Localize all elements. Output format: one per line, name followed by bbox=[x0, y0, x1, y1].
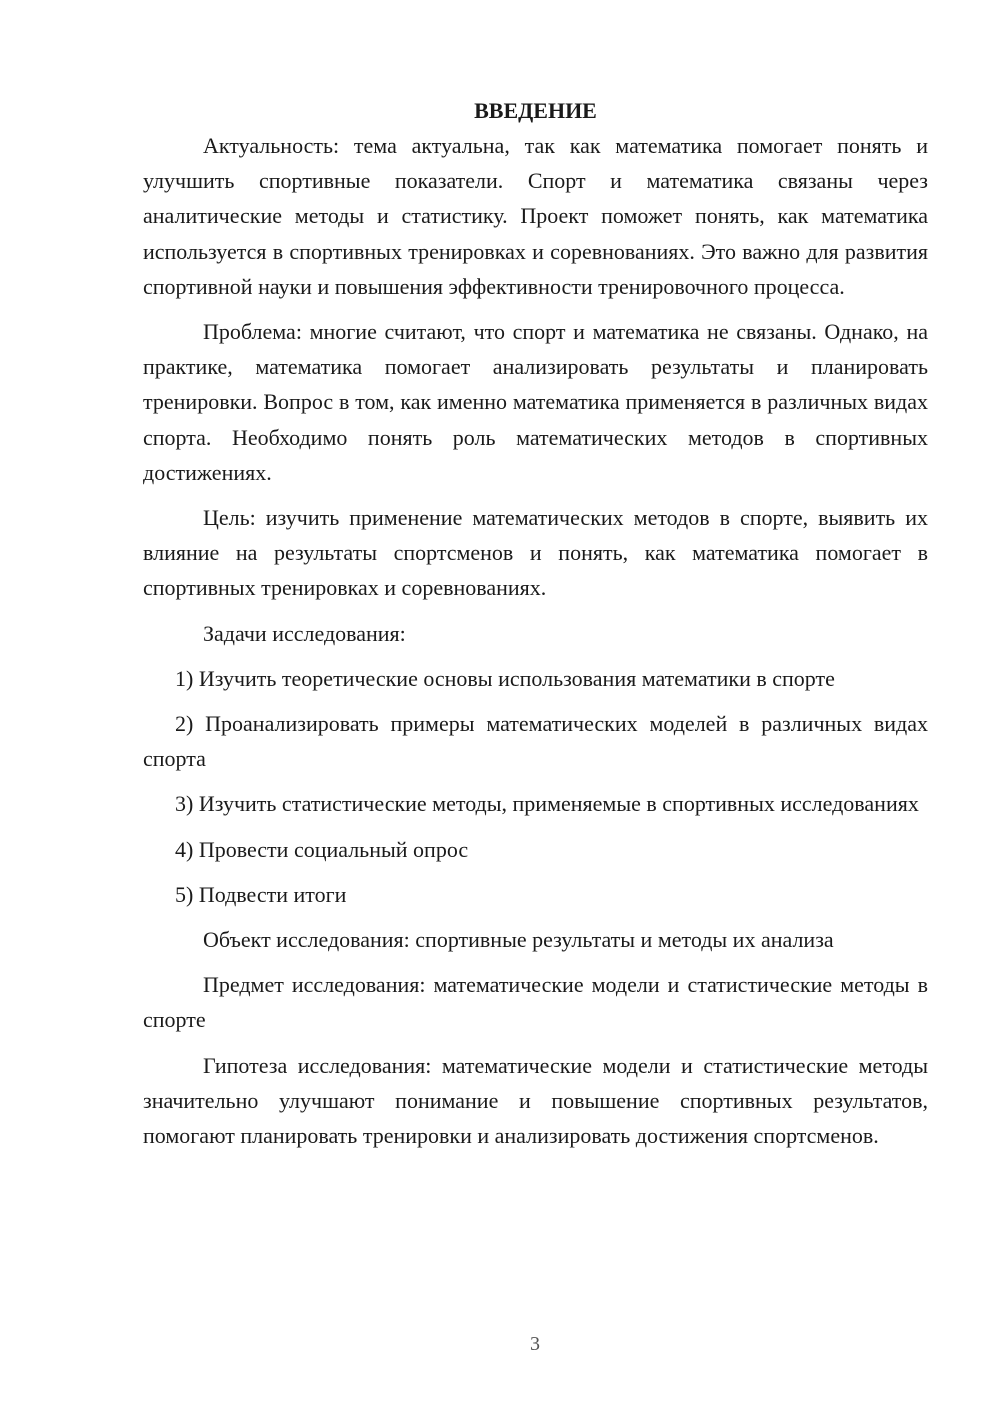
object-paragraph: Объект исследования: спортивные результаты и методы их анализа bbox=[203, 927, 834, 953]
relevance-paragraph: Актуальность: тема актуальна, так как математика помогает понять и улучшить спортивные показатели. Спорт и математика связаны через аналитические методы и статистику. Проект поможет понять, как математика используется в спортивных тренировках и соревнованиях. Это важно для развития спортивной науки и повышения эффективности тренировочного процесса. bbox=[143, 133, 928, 299]
document-page bbox=[143, 93, 928, 1163]
subject-paragraph: Предмет исследования: математические модели и статистические методы в спорте bbox=[143, 972, 928, 1033]
task-item-3: 3) Изучить статистические методы, применяемые в спортивных исследованиях bbox=[175, 791, 919, 817]
section-title: ВВЕДЕНИЕ bbox=[474, 98, 597, 123]
task-item-2: 2) Проанализировать примеры математических моделей в различных видах спорта bbox=[143, 711, 928, 772]
tasks-heading: Задачи исследования: bbox=[203, 620, 406, 646]
problem-paragraph: Проблема: многие считают, что спорт и математика не связаны. Однако, на практике, математика помогает анализировать результаты и планировать тренировки. Вопрос в том, как именно математика применяется в различных видах спорта. Необходимо понять роль математических методов в спортивных достижениях. bbox=[143, 319, 928, 485]
task-item-5: 5) Подвести итоги bbox=[175, 881, 347, 907]
hypothesis-paragraph: Гипотеза исследования: математические модели и статистические методы значительно улучшают понимание и повышение спортивных результатов, помогают планировать тренировки и анализировать достижения спортсменов. bbox=[143, 1052, 928, 1149]
goal-paragraph: Цель: изучить применение математических методов в спорте, выявить их влияние на результаты спортсменов и понять, как математика помогает в спортивных тренировках и соревнованиях. bbox=[143, 505, 928, 601]
task-item-1: 1) Изучить теоретические основы использования математики в спорте bbox=[175, 665, 835, 691]
task-item-4: 4) Провести социальный опрос bbox=[175, 836, 469, 862]
page-number: 3 bbox=[530, 1333, 540, 1355]
